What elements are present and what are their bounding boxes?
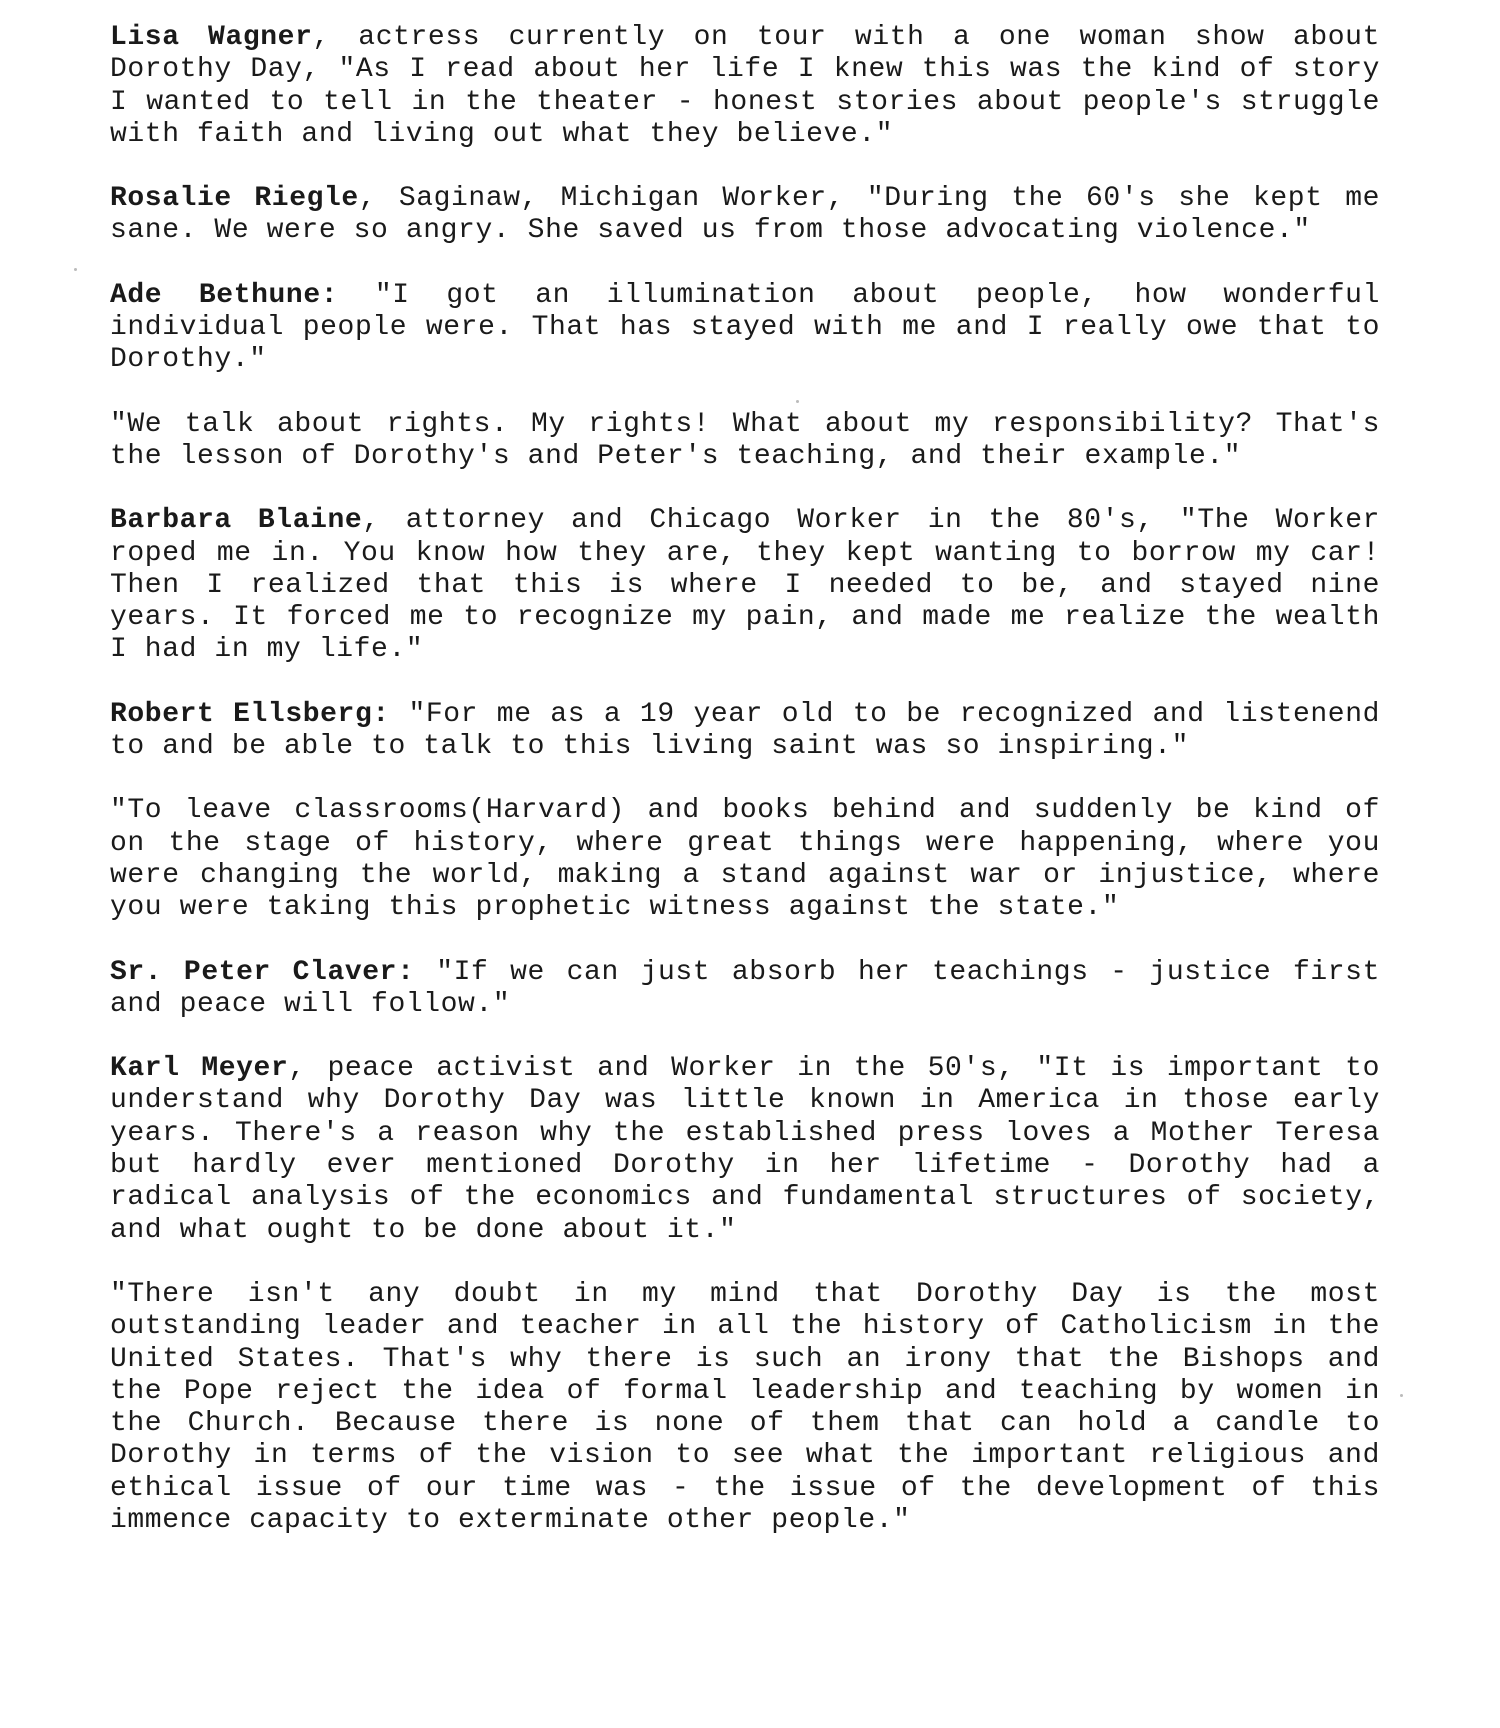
quote-paragraph-barbara-blaine	[110, 505, 1380, 666]
quote-text: "I got an illumination about people, how wonderful individual people were. That has stayed with me and I really owe that to Dorothy."	[110, 279, 1380, 376]
quote-paragraph-ade-bethune	[110, 280, 1380, 377]
quote-text: , peace activist and Worker in the 50's, "It is important to understand why Dorothy Day was little known in America in those early years. There's a reason why the established press loves a Mother Teresa but hardly ever mentioned Dorothy in her lifetime - Dorothy had a radical analysis of the economics and fundamental structures of society, and what ought to be done about it."	[110, 1053, 1380, 1246]
speaker-name: Sr. Peter Claver:	[110, 956, 415, 988]
quote-text: , actress currently on tour with a one woman show about Dorothy Day, "As I read about her life I knew this was the kind of story I wanted to tell in the theater - honest stories about people's struggle with faith and living out what they believe."	[110, 22, 1380, 150]
speaker-name: Barbara Blaine	[110, 505, 363, 537]
speaker-name: Ade Bethune:	[110, 279, 339, 311]
quote-text: "There isn't any doubt in my mind that Dorothy Day is the most outstanding leader and teacher in all the history of Catholicism in the United States. That's why there is such an irony that the Bishops and the Pope reject the idea of formal leadership and teaching by women in the Church. Because there is none of them that can hold a candle to Dorothy in terms of the vision to see what the important religious and ethical issue of our time was - the issue of the development of this immence capacity to exterminate other people."	[110, 1278, 1380, 1536]
quote-paragraph-karl-meyer	[110, 1053, 1380, 1247]
quote-paragraph-sr-peter-claver	[110, 957, 1380, 1022]
quote-paragraph-karl-meyer-continued	[110, 1279, 1380, 1537]
quote-paragraph-robert-ellsberg	[110, 699, 1380, 764]
document-page	[110, 22, 1380, 1569]
scan-speck	[1400, 1394, 1403, 1397]
speaker-name: Lisa Wagner	[110, 22, 313, 53]
quote-paragraph-lisa-wagner	[110, 22, 1380, 151]
quote-paragraph-rosalie-riegle	[110, 183, 1380, 248]
quote-text: , attorney and Chicago Worker in the 80's, "The Worker roped me in. You know how they are, they kept wanting to borrow my car! Then I realized that this is where I needed to be, and stayed nine years. It forced me to recognize my pain, and made me realize the wealth I had in my life."	[110, 505, 1381, 666]
speaker-name: Robert Ellsberg:	[110, 698, 390, 730]
quote-paragraph-ade-bethune-continued	[110, 409, 1380, 474]
quote-text: "We talk about rights. My rights! What about my responsibility? That's the lesson of Dorothy's and Peter's teaching, and their example."	[110, 408, 1380, 472]
scan-speck	[74, 268, 77, 271]
quote-text: "If we can just absorb her teachings - justice first and peace will follow."	[110, 956, 1380, 1020]
scan-speck	[796, 400, 799, 403]
quote-text: "To leave classrooms(Harvard) and books behind and suddenly be kind of on the stage of history, where great things were happening, where you were changing the world, making a stand against war or injustice, where you were taking this prophetic witness against the state."	[110, 795, 1380, 924]
speaker-name: Karl Meyer	[110, 1053, 289, 1085]
quote-paragraph-robert-ellsberg-continued	[110, 795, 1380, 924]
quote-text: , Saginaw, Michigan Worker, "During the 60's she kept me sane. We were so angry. She saved us from those advocating violence."	[110, 183, 1380, 247]
quote-text: "For me as a 19 year old to be recognized and listenend to and be able to talk to this living saint was so inspiring."	[110, 698, 1380, 763]
speaker-name: Rosalie Riegle	[110, 183, 359, 215]
